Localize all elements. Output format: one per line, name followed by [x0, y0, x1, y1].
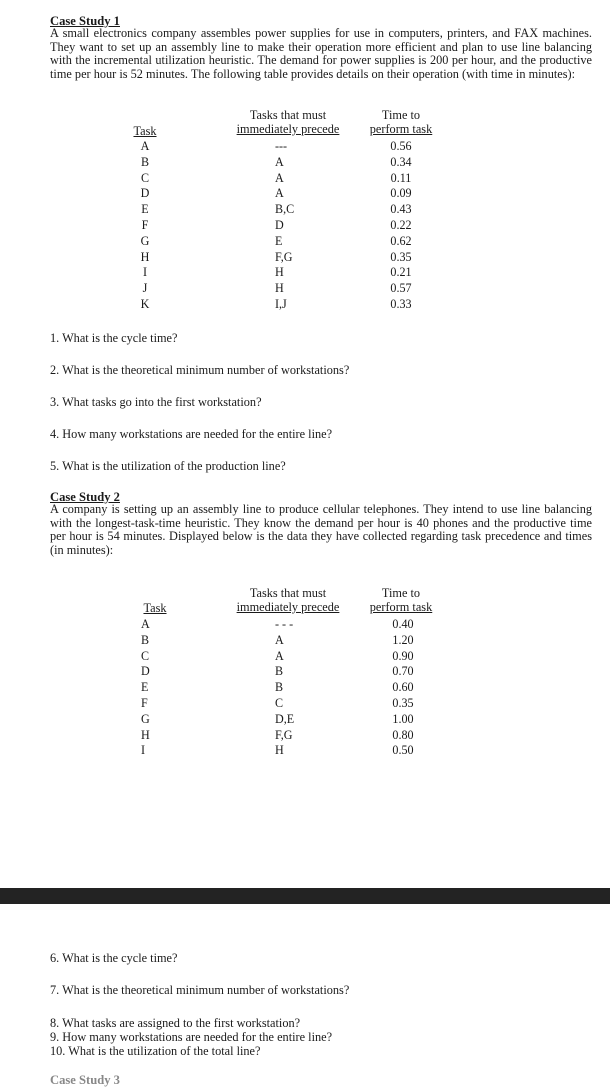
- table-cell: E: [141, 202, 149, 217]
- table-cell: C: [275, 695, 284, 710]
- case1-time-column: [378, 139, 424, 313]
- case2-title: Case Study 2: [50, 490, 120, 504]
- table-cell: G: [141, 711, 150, 726]
- table-cell: 0.34: [390, 154, 412, 169]
- table-cell: E: [275, 233, 283, 248]
- table-cell: I,J: [275, 296, 287, 311]
- table-cell: D: [140, 186, 150, 201]
- table-cell: 0.70: [392, 664, 414, 679]
- table-cell: - - -: [275, 617, 294, 631]
- case2-intro: A company is setting up an assembly line to produce cellular telephones. They intend to use line balancing with the longest-task-time heuristic. They know the demand per hour is 40 phones and the productive time per hour is 54 minutes. Displayed below is the data they have collected regarding task precedence and times (in minutes):: [50, 502, 592, 557]
- table-cell: 0.60: [392, 680, 414, 695]
- table-cell: B,C: [275, 202, 295, 217]
- next-heading-partial: Case Study 3: [50, 1073, 120, 1087]
- table-cell: A: [275, 170, 284, 185]
- question-7: 7. What is the theoretical minimum number of workstations?: [50, 983, 350, 997]
- case2-col-time-header: Time to perform task: [369, 586, 433, 614]
- case1-task-column: [125, 139, 165, 313]
- table-cell: B: [275, 680, 284, 695]
- case2-task-column: [141, 617, 171, 759]
- table-cell: 0.56: [390, 139, 412, 153]
- table-cell: 0.40: [392, 617, 414, 631]
- table-cell: E: [141, 680, 149, 695]
- table-cell: 1.00: [392, 711, 414, 726]
- table-cell: 0.35: [392, 695, 414, 710]
- table-cell: 0.50: [392, 743, 414, 758]
- table-cell: 0.11: [390, 170, 412, 185]
- question-1: 1. What is the cycle time?: [50, 331, 178, 345]
- table-cell: 0.62: [390, 233, 412, 248]
- case1-intro: A small electronics company assembles power supplies for use in computers, printers, and FAX machines. They want to set up an assembly line to make their operation more efficient and plan to use line balancing with the incremental utilization heuristic. The demand for power supplies is 200 per hour, and the productive time per hour is 52 minutes. The following table provides details on their operation (with time in minutes):: [50, 26, 592, 81]
- case1-title: Case Study 1: [50, 14, 120, 28]
- question-10: 10. What is the utilization of the total line?: [50, 1044, 261, 1058]
- table-cell: 0.21: [390, 265, 412, 280]
- case2-time-column: [380, 617, 426, 759]
- case2-prec-column: [275, 617, 335, 759]
- table-cell: ---: [275, 139, 288, 153]
- case2-col-task-header: Task: [143, 601, 167, 615]
- question-2: 2. What is the theoretical minimum number of workstations?: [50, 363, 350, 377]
- table-cell: H: [275, 743, 284, 758]
- question-4: 4. How many workstations are needed for the entire line?: [50, 427, 333, 441]
- table-cell: 0.80: [392, 727, 414, 742]
- question-8: 8. What tasks are assigned to the first workstation?: [50, 1016, 301, 1030]
- table-cell: H: [141, 727, 150, 742]
- table-cell: D: [141, 664, 150, 679]
- table-cell: D,E: [275, 711, 295, 726]
- case1-prec-column: [275, 139, 335, 313]
- table-cell: A: [275, 186, 284, 201]
- table-cell: F,G: [275, 727, 293, 742]
- table-cell: 0.33: [390, 296, 412, 311]
- table-cell: F: [141, 217, 149, 232]
- question-3: 3. What tasks go into the first workstation?: [50, 395, 262, 409]
- table-cell: B: [140, 154, 150, 169]
- case2-col-prec-header: Tasks that must immediately precede: [236, 586, 340, 614]
- table-cell: A: [275, 648, 284, 663]
- table-cell: I: [141, 743, 146, 758]
- table-cell: 0.90: [392, 648, 414, 663]
- table-cell: H: [275, 265, 284, 280]
- table-cell: C: [140, 170, 150, 185]
- table-cell: 1.20: [392, 632, 414, 647]
- table-cell: F: [141, 695, 148, 710]
- question-6: 6. What is the cycle time?: [50, 951, 178, 965]
- page-break-divider: [0, 888, 610, 904]
- question-5: 5. What is the utilization of the production line?: [50, 459, 286, 473]
- table-cell: F,G: [275, 249, 293, 264]
- case1-col-time-header: Time to perform task: [369, 108, 433, 136]
- table-cell: A: [275, 154, 284, 169]
- case1-col-prec-header: Tasks that must immediately precede: [236, 108, 340, 136]
- table-cell: J: [142, 281, 148, 296]
- table-cell: B: [141, 632, 150, 647]
- table-cell: 0.43: [390, 202, 412, 217]
- table-cell: D: [275, 217, 284, 232]
- table-cell: 0.57: [390, 281, 412, 296]
- table-cell: H: [140, 249, 150, 264]
- table-cell: 0.35: [390, 249, 412, 264]
- table-cell: H: [275, 281, 284, 296]
- case1-col-task-header: Task: [133, 124, 157, 138]
- table-cell: A: [275, 632, 284, 647]
- table-cell: A: [141, 617, 150, 631]
- question-9: 9. How many workstations are needed for the entire line?: [50, 1030, 333, 1044]
- table-cell: 0.09: [390, 186, 412, 201]
- table-cell: K: [140, 296, 150, 311]
- table-cell: A: [140, 139, 150, 153]
- table-cell: G: [140, 233, 150, 248]
- table-cell: B: [275, 664, 284, 679]
- table-cell: C: [141, 648, 150, 663]
- table-cell: 0.22: [390, 217, 412, 232]
- table-cell: I: [142, 265, 148, 280]
